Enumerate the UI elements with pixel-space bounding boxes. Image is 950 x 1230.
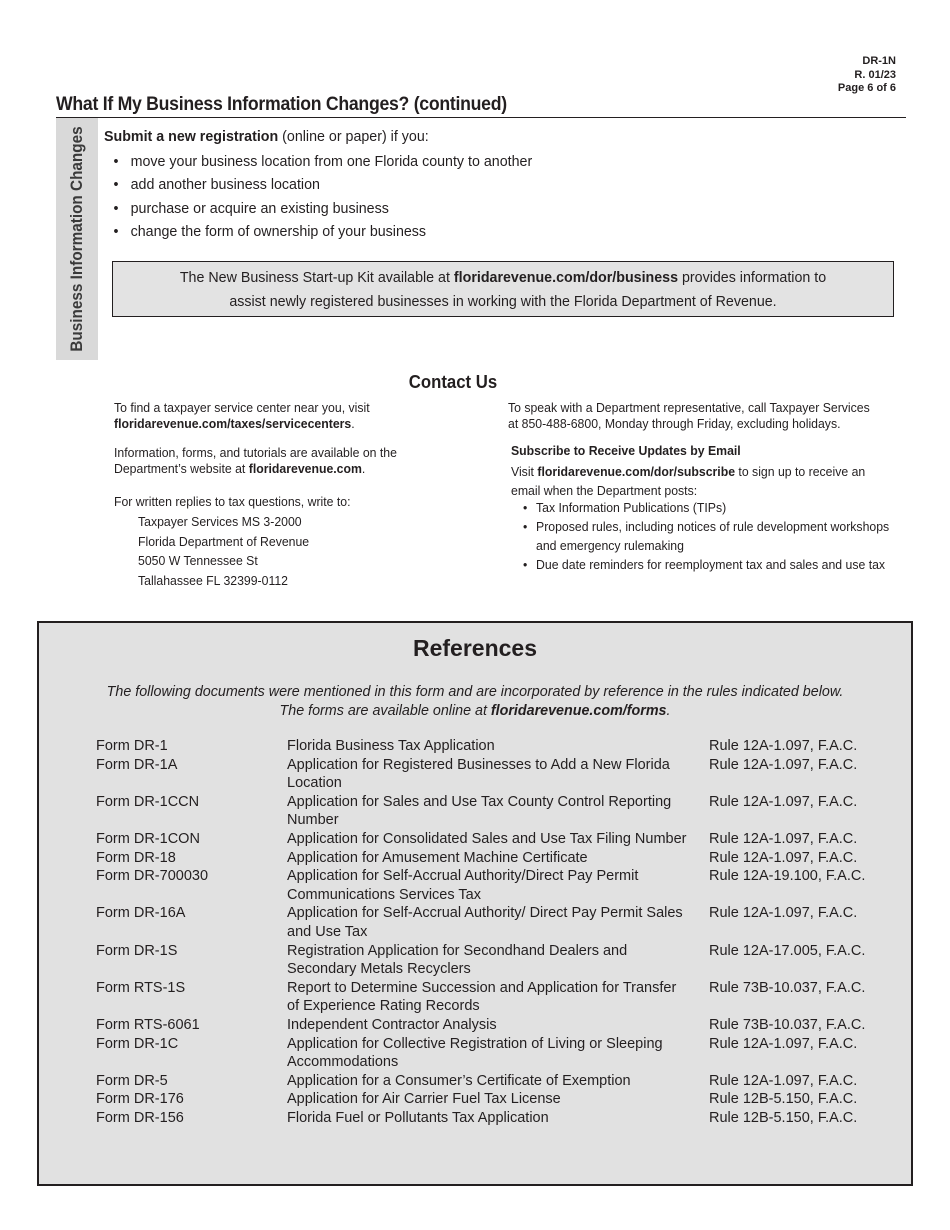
table-row: [96, 830, 896, 849]
registration-intro: [104, 128, 429, 145]
reference-form-title: Application for a Consumer’s Certificate of Exemption: [287, 1072, 631, 1089]
reference-form-title: Application for Collective Registration of Living or Sleeping Accommodations: [287, 1035, 663, 1071]
table-row: [96, 737, 896, 756]
phone-text-line: To speak with a Department representative, call Taxpayer Services: [508, 400, 870, 415]
phone-text-line: at 850-488-6800, Monday through Friday, excluding holidays.: [508, 415, 841, 431]
reference-form-number: Form DR-1C: [96, 1035, 179, 1052]
reference-form-number: Form DR-1CCN: [96, 793, 200, 810]
startup-kit-text-3: assist newly registered businesses in working with the Florida Department of Revenue.: [229, 292, 777, 310]
heading-divider: [56, 117, 906, 118]
reference-rule: Rule 12A-1.097, F.A.C.: [709, 738, 858, 754]
list-item: [523, 498, 889, 517]
reference-rule: Rule 12A-1.097, F.A.C.: [709, 793, 858, 810]
list-item-text: Tax Information Publications (TIPs): [536, 500, 727, 515]
references-intro-text: The forms are available online at: [279, 703, 491, 719]
table-row: [96, 1016, 896, 1035]
startup-kit-callout: [112, 261, 894, 317]
startup-kit-text: [133, 266, 874, 313]
table-row: [96, 942, 896, 979]
reference-form-number: Form DR-156: [96, 1109, 184, 1126]
reference-form-title: Florida Fuel or Pollutants Tax Application: [287, 1109, 549, 1126]
reference-form-title: Report to Determine Succession and Application for Transfer of Experience Rating Records: [287, 979, 677, 1015]
references-title: References: [412, 635, 538, 661]
reference-form-number: Form DR-1CON: [96, 830, 200, 847]
list-item-continuation: [523, 536, 889, 555]
table-row: [96, 793, 896, 830]
service-center-link[interactable]: floridarevenue.com/taxes/servicecenters: [114, 415, 352, 431]
reference-form-title: Application for Sales and Use Tax County Control Reporting Number: [287, 793, 672, 829]
table-row: [96, 904, 896, 941]
references-forms-link[interactable]: floridarevenue.com/forms: [490, 703, 667, 719]
bullet-icon: •: [523, 519, 528, 534]
reference-form-title: Independent Contractor Analysis: [287, 1016, 497, 1033]
side-tab-label: Business Information Changes: [67, 126, 86, 352]
list-item: [104, 173, 532, 196]
reference-form-title: Application for Amusement Machine Certificate: [287, 849, 588, 866]
subscribe-title: Subscribe to Receive Updates by Email: [511, 443, 741, 458]
service-center-text: To find a taxpayer service center near you, visit: [114, 400, 370, 415]
punctuation: .: [361, 460, 366, 476]
reference-rule: Rule 12B-5.150, F.A.C.: [709, 1091, 858, 1108]
phone-paragraph: [508, 400, 870, 431]
address-line: Florida Department of Revenue: [138, 533, 310, 549]
reference-rule: Rule 73B-10.037, F.A.C.: [709, 979, 866, 996]
website-text: Information, forms, and tutorials are available on the: [114, 445, 397, 460]
list-item: [104, 220, 532, 243]
subscribe-text: email when the Department posts:: [511, 483, 698, 498]
subscribe-text: to sign up to receive an: [735, 464, 866, 479]
list-item: [104, 197, 532, 220]
contact-title: Contact Us: [408, 372, 498, 392]
reference-rule: Rule 12A-1.097, F.A.C.: [709, 849, 858, 866]
bullet-icon: •: [113, 153, 119, 170]
references-intro-text: The following documents were mentioned in this form and are incorporated by reference in the rules indicated below.: [106, 684, 844, 700]
website-paragraph: [114, 445, 397, 476]
reference-form-title: Registration Application for Secondhand Dealers and Secondary Metals Recyclers: [287, 942, 628, 978]
registration-conditions-list: [104, 150, 555, 243]
address-line: Taxpayer Services MS 3-2000: [138, 514, 302, 529]
reference-form-number: Form DR-16A: [96, 905, 186, 922]
reference-rule: Rule 12A-19.100, F.A.C.: [709, 868, 866, 885]
references-intro: [39, 683, 911, 721]
list-item: [104, 150, 532, 173]
website-text-b: Department’s website at: [114, 460, 249, 476]
form-number: DR-1N: [862, 55, 896, 67]
reference-form-title: Application for Self-Accrual Authority/ Direct Pay Permit Sales and Use Tax: [287, 905, 683, 940]
table-row: [96, 1090, 896, 1109]
list-item-text: add another business location: [130, 176, 320, 194]
reference-rule: Rule 12A-1.097, F.A.C.: [709, 1072, 858, 1089]
reference-rule: Rule 12A-1.097, F.A.C.: [709, 756, 858, 773]
reference-rule: Rule 12B-5.150, F.A.C.: [709, 1109, 858, 1126]
table-row: [96, 849, 896, 868]
startup-kit-text-1: The New Business Start-up Kit available at: [179, 269, 454, 286]
page-number: Page 6 of 6: [837, 82, 896, 94]
reference-rule: Rule 12A-1.097, F.A.C.: [709, 1035, 858, 1052]
subscribe-text: Visit: [511, 464, 538, 479]
list-item-text: move your business location from one Florida county to another: [130, 153, 533, 170]
list-item: [523, 517, 889, 536]
table-row: [96, 1072, 896, 1091]
references-table: [96, 737, 896, 1127]
table-row: [96, 979, 896, 1016]
reference-form-number: Form RTS-1S: [96, 979, 186, 996]
list-item-text: Due date reminders for reemployment tax and sales and use tax: [536, 557, 886, 572]
reference-form-number: Form DR-700030: [96, 868, 209, 885]
form-identifier: [770, 55, 896, 96]
reference-form-number: Form DR-176: [96, 1091, 184, 1108]
bullet-icon: •: [113, 176, 119, 194]
registration-intro-bold: Submit a new registration: [104, 128, 279, 145]
section-side-tab: [56, 118, 98, 360]
reference-rule: Rule 12A-1.097, F.A.C.: [709, 830, 858, 847]
table-row: [96, 867, 896, 904]
reference-form-title: Florida Business Tax Application: [287, 738, 495, 754]
list-item-text: purchase or acquire an existing business: [130, 199, 389, 217]
reference-form-number: Form DR-1: [96, 738, 168, 754]
startup-kit-link[interactable]: floridarevenue.com/dor/business: [453, 269, 679, 286]
reference-form-title: Application for Self-Accrual Authority/Direct Pay Permit Communications Services Tax: [287, 868, 639, 903]
page-title: What If My Business Information Changes? (continued): [56, 94, 507, 115]
list-item-text: change the form of ownership of your business: [130, 222, 427, 240]
table-row: [96, 1035, 896, 1072]
reference-form-number: Form DR-1A: [96, 756, 178, 773]
reference-rule: Rule 12A-1.097, F.A.C.: [709, 905, 858, 922]
address-line: Tallahassee FL 32399-0112: [138, 572, 289, 588]
list-item: [523, 555, 889, 574]
mailing-address: [138, 512, 309, 590]
address-line: 5050 W Tennessee St: [138, 553, 258, 569]
subscribe-list: [523, 498, 917, 574]
bullet-icon: •: [523, 557, 528, 572]
reference-rule: Rule 73B-10.037, F.A.C.: [709, 1016, 866, 1033]
reference-form-number: Form DR-18: [96, 849, 176, 866]
bullet-icon: •: [523, 500, 528, 515]
reference-form-number: Form DR-5: [96, 1072, 168, 1089]
bullet-icon: •: [113, 199, 119, 217]
reference-form-title: Application for Registered Businesses to Add a New Florida Location: [287, 756, 670, 792]
references-box: [37, 621, 913, 1186]
subscribe-paragraph: [511, 462, 865, 500]
punctuation: .: [666, 703, 671, 719]
subscribe-link[interactable]: floridarevenue.com/dor/subscribe: [537, 464, 736, 479]
table-row: [96, 756, 896, 793]
list-item-text: and emergency rulemaking: [536, 538, 684, 553]
reference-form-title: Application for Consolidated Sales and Use Tax Filing Number: [287, 830, 687, 847]
written-replies-text: For written replies to tax questions, write to:: [114, 494, 351, 509]
registration-intro-rest: (online or paper) if you:: [278, 128, 429, 145]
list-item-text: Proposed rules, including notices of rule development workshops: [536, 519, 890, 534]
website-link[interactable]: floridarevenue.com: [248, 460, 362, 476]
reference-form-number: Form RTS-6061: [96, 1016, 200, 1033]
form-revision: R. 01/23: [854, 68, 896, 81]
reference-form-number: Form DR-1S: [96, 942, 178, 959]
table-row: [96, 1109, 896, 1128]
punctuation: .: [351, 415, 355, 431]
reference-form-title: Application for Air Carrier Fuel Tax License: [287, 1091, 561, 1108]
startup-kit-text-2: provides information to: [678, 269, 827, 286]
bullet-icon: •: [113, 222, 119, 240]
service-center-paragraph: [114, 400, 370, 431]
reference-rule: Rule 12A-17.005, F.A.C.: [709, 942, 866, 959]
